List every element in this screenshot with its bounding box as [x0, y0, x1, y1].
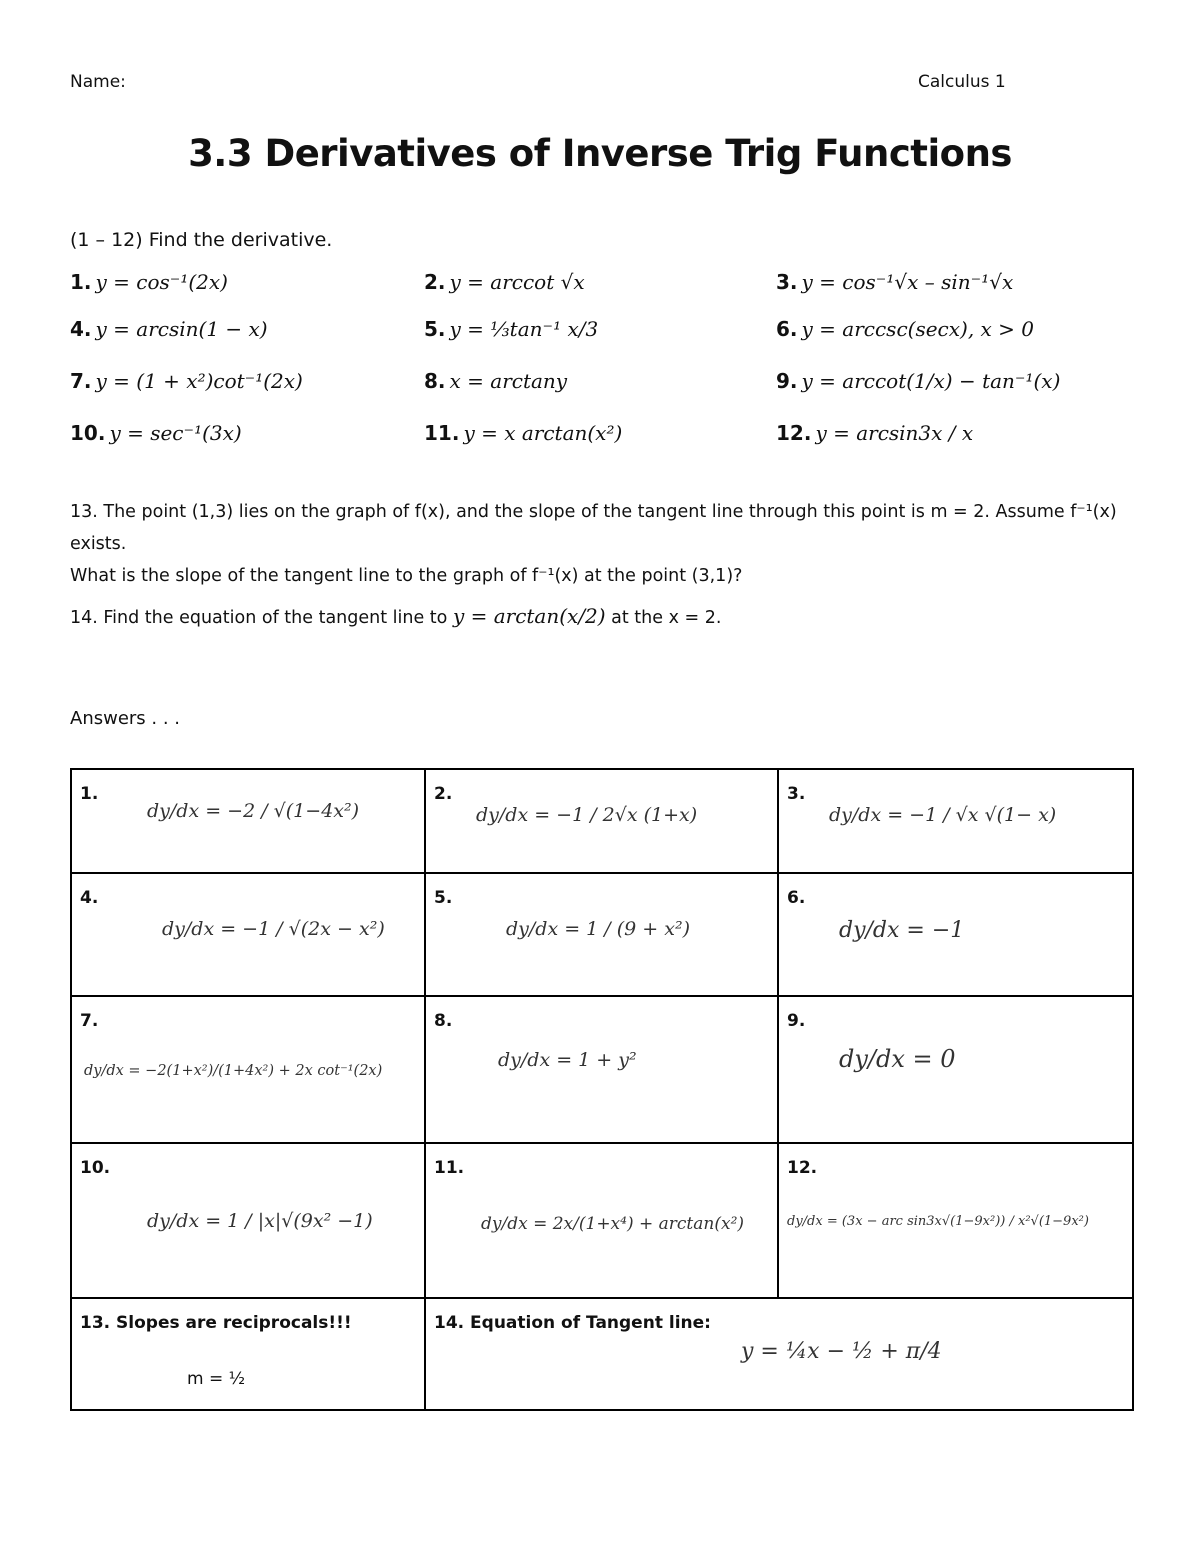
course-label: Calculus 1	[918, 72, 1006, 92]
problem: 11. y = x arctan(x²)	[424, 421, 623, 445]
question-14: 14. Find the equation of the tangent line to y = arctan(x/2) at the x = 2.	[70, 604, 722, 628]
problem: 8. x = arctany	[424, 369, 568, 393]
answer-cell-14: 14. Equation of Tangent line: y = ¼x − ½ + π/4	[425, 1298, 1133, 1410]
problem: 6. y = arccsc(secx), x > 0	[776, 317, 1035, 341]
answer-cell: 9. dy/dx = 0	[778, 996, 1133, 1143]
problem: 2. y = arccot √x	[424, 270, 585, 294]
question-13-line2: What is the slope of the tangent line to the graph of f⁻¹(x) at the point (3,1)?	[70, 566, 743, 586]
answer-cell: 7. dy/dx = −2(1+x²)/(1+4x²) + 2x cot⁻¹(2x)	[71, 996, 425, 1143]
question-13-line1: 13. The point (1,3) lies on the graph of f(x), and the slope of the tangent line through this point is m = 2. Assume f⁻¹(x) exists.	[70, 502, 1117, 554]
problem: 5. y = ⅓tan⁻¹ x/3	[424, 317, 599, 341]
answer-cell-13: 13. Slopes are reciprocals!!! m = ½	[71, 1298, 425, 1410]
page-title: 3.3 Derivatives of Inverse Trig Functions	[188, 132, 1012, 175]
name-label: Name:	[70, 72, 126, 92]
answer-cell: 4. dy/dx = −1 / √(2x − x²)	[71, 873, 425, 996]
answers-heading: Answers . . .	[70, 708, 181, 729]
answer-cell: 8. dy/dx = 1 + y²	[425, 996, 778, 1143]
question-13	[70, 496, 1140, 592]
instructions: (1 – 12) Find the derivative.	[70, 229, 333, 251]
problem: 9. y = arccot(1/x) − tan⁻¹(x)	[776, 369, 1061, 393]
answer-cell: 12. dy/dx = (3x − arc sin3x√(1−9x²)) / x²√(1−9x²)	[778, 1143, 1133, 1298]
answer-cell: 5. dy/dx = 1 / (9 + x²)	[425, 873, 778, 996]
answers-table	[70, 768, 1134, 1411]
answer-cell: 2. dy/dx = −1 / 2√x (1+x)	[425, 769, 778, 873]
answer-cell: 6. dy/dx = −1	[778, 873, 1133, 996]
problem: 4. y = arcsin(1 − x)	[70, 317, 268, 341]
problem: 12. y = arcsin3x / x	[776, 421, 974, 445]
answer-cell: 11. dy/dx = 2x/(1+x⁴) + arctan(x²)	[425, 1143, 778, 1298]
answer-cell: 3. dy/dx = −1 / √x √(1− x)	[778, 769, 1133, 873]
problem: 3. y = cos⁻¹√x – sin⁻¹√x	[776, 270, 1014, 294]
problem: 10. y = sec⁻¹(3x)	[70, 421, 242, 445]
problem: 1. y = cos⁻¹(2x)	[70, 270, 228, 294]
answer-cell: 1. dy/dx = −2 / √(1−4x²)	[71, 769, 425, 873]
problem: 7. y = (1 + x²)cot⁻¹(2x)	[70, 369, 303, 393]
answer-cell: 10. dy/dx = 1 / |x|√(9x² −1)	[71, 1143, 425, 1298]
